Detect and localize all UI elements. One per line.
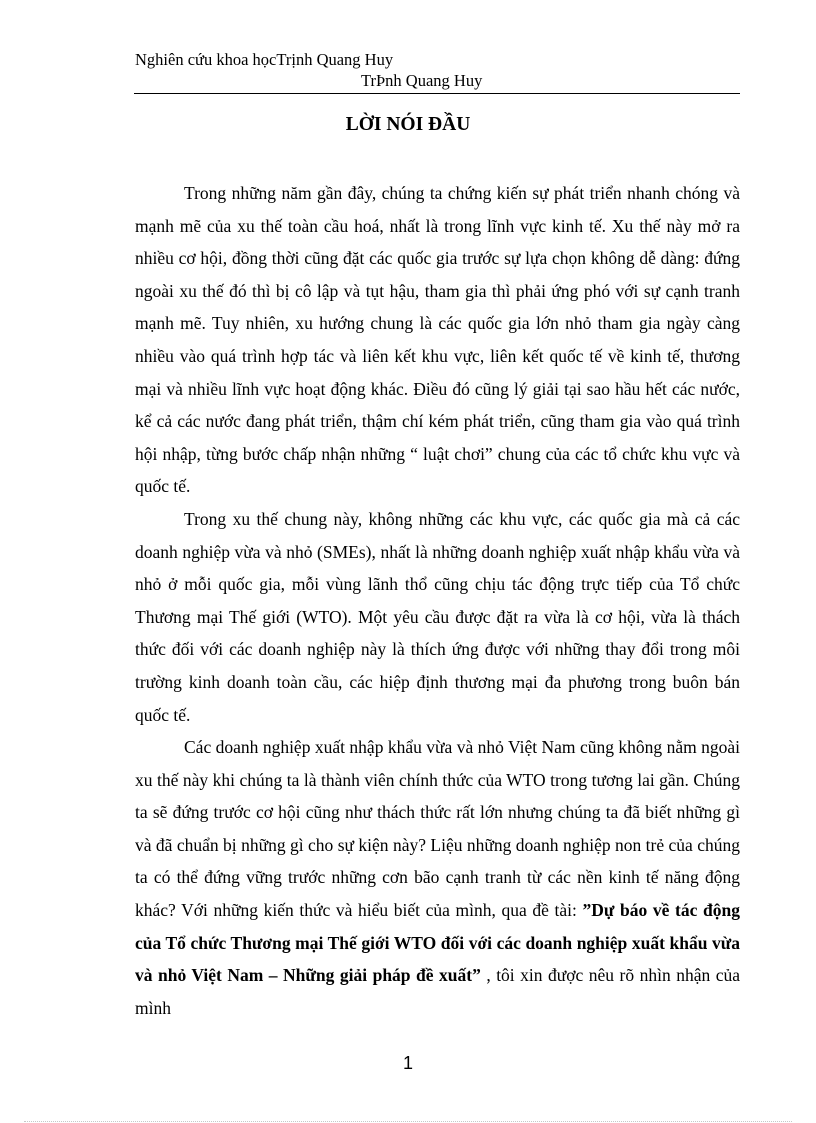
- paragraph-3: [135, 731, 740, 1024]
- header-divider: [134, 93, 740, 94]
- page-number: 1: [402, 1053, 413, 1073]
- header-author-name: TrÞnh Quang Huy: [361, 71, 483, 90]
- page-bottom-border: [24, 1121, 792, 1122]
- paragraph-2: Trong xu thế chung này, không những các khu vực, các quốc gia mà cả các doanh nghiệp vừa và nhỏ (SMEs), nhất là những doanh nghiệp xuất nhập khẩu vừa và nhỏ ở mỗi quốc gia, mỗi vùng lãnh thổ cũng chịu tác động trực tiếp của Tổ chức Thương mại Thế giới (WTO). Một yêu cầu được đặt ra vừa là cơ hội, vừa là thách thức đối với các doanh nghiệp này là thích ứng được với những thay đổi trong môi trường kinh doanh toàn cầu, các hiệp định thương mại đa phương trong buôn bán quốc tế.: [135, 508, 740, 725]
- document-body: [135, 177, 740, 1024]
- paragraph-3-text: Các doanh nghiệp xuất nhập khẩu vừa và nhỏ Việt Nam cũng không nằm ngoài xu thế này khi chúng ta là thành viên chính thức của WTO trong tương lai gần. Chúng ta sẽ đứng trước cơ hội cũng như thách thức rất lớn nhưng chúng ta đã biết những gì và đã chuẩn bị những gì cho sự kiện này? Liệu những doanh nghiệp non trẻ của chúng ta có thể đứng vững trước những cơn bão cạnh tranh từ các nền kinh tế năng động khác? Với những kiến thức và hiểu biết của mình, qua đề tài:: [135, 737, 740, 921]
- page-title: LỜI NÓI ĐẦU: [345, 114, 471, 135]
- closing-text: , tôi xin được nêu rõ nhìn nhận của mình: [135, 965, 740, 1018]
- paragraph-1: Trong những năm gần đây, chúng ta chứng kiến sự phát triển nhanh chóng và mạnh mẽ của xu thế toàn cầu hoá, nhất là trong lĩnh vực kinh tế. Xu thế này mở ra nhiều cơ hội, đồng thời cũng đặt các quốc gia trước sự lựa chọn không dễ dàng: đứng ngoài xu thế đó thì bị cô lập và tụt hậu, tham gia thì phải ứng phó với sự cạnh tranh mạnh mẽ. Tuy nhiên, xu hướng chung là các quốc gia lớn nhỏ tham gia ngày càng nhiều vào quá trình hợp tác và liên kết khu vực, liên kết quốc tế về kinh tế, thương mại và nhiều lĩnh vực hoạt động khác. Điều đó cũng lý giải tại sao hầu hết các nước, kể cả các nước đang phát triển, thậm chí kém phát triển, cũng tham gia vào quá trình hội nhập, từng bước chấp nhận những “ luật chơi” chung của các tổ chức khu vực và quốc tế.: [135, 183, 740, 497]
- topic-title: ”Dự báo về tác động của Tổ chức Thương mại Thế giới WTO đối với các doanh nghiệp xuất khẩu vừa và nhỏ Việt Nam – Những giải pháp đề xuất”: [135, 900, 740, 986]
- header-author-line: Nghiên cứu khoa họcTrịnh Quang Huy: [135, 50, 394, 69]
